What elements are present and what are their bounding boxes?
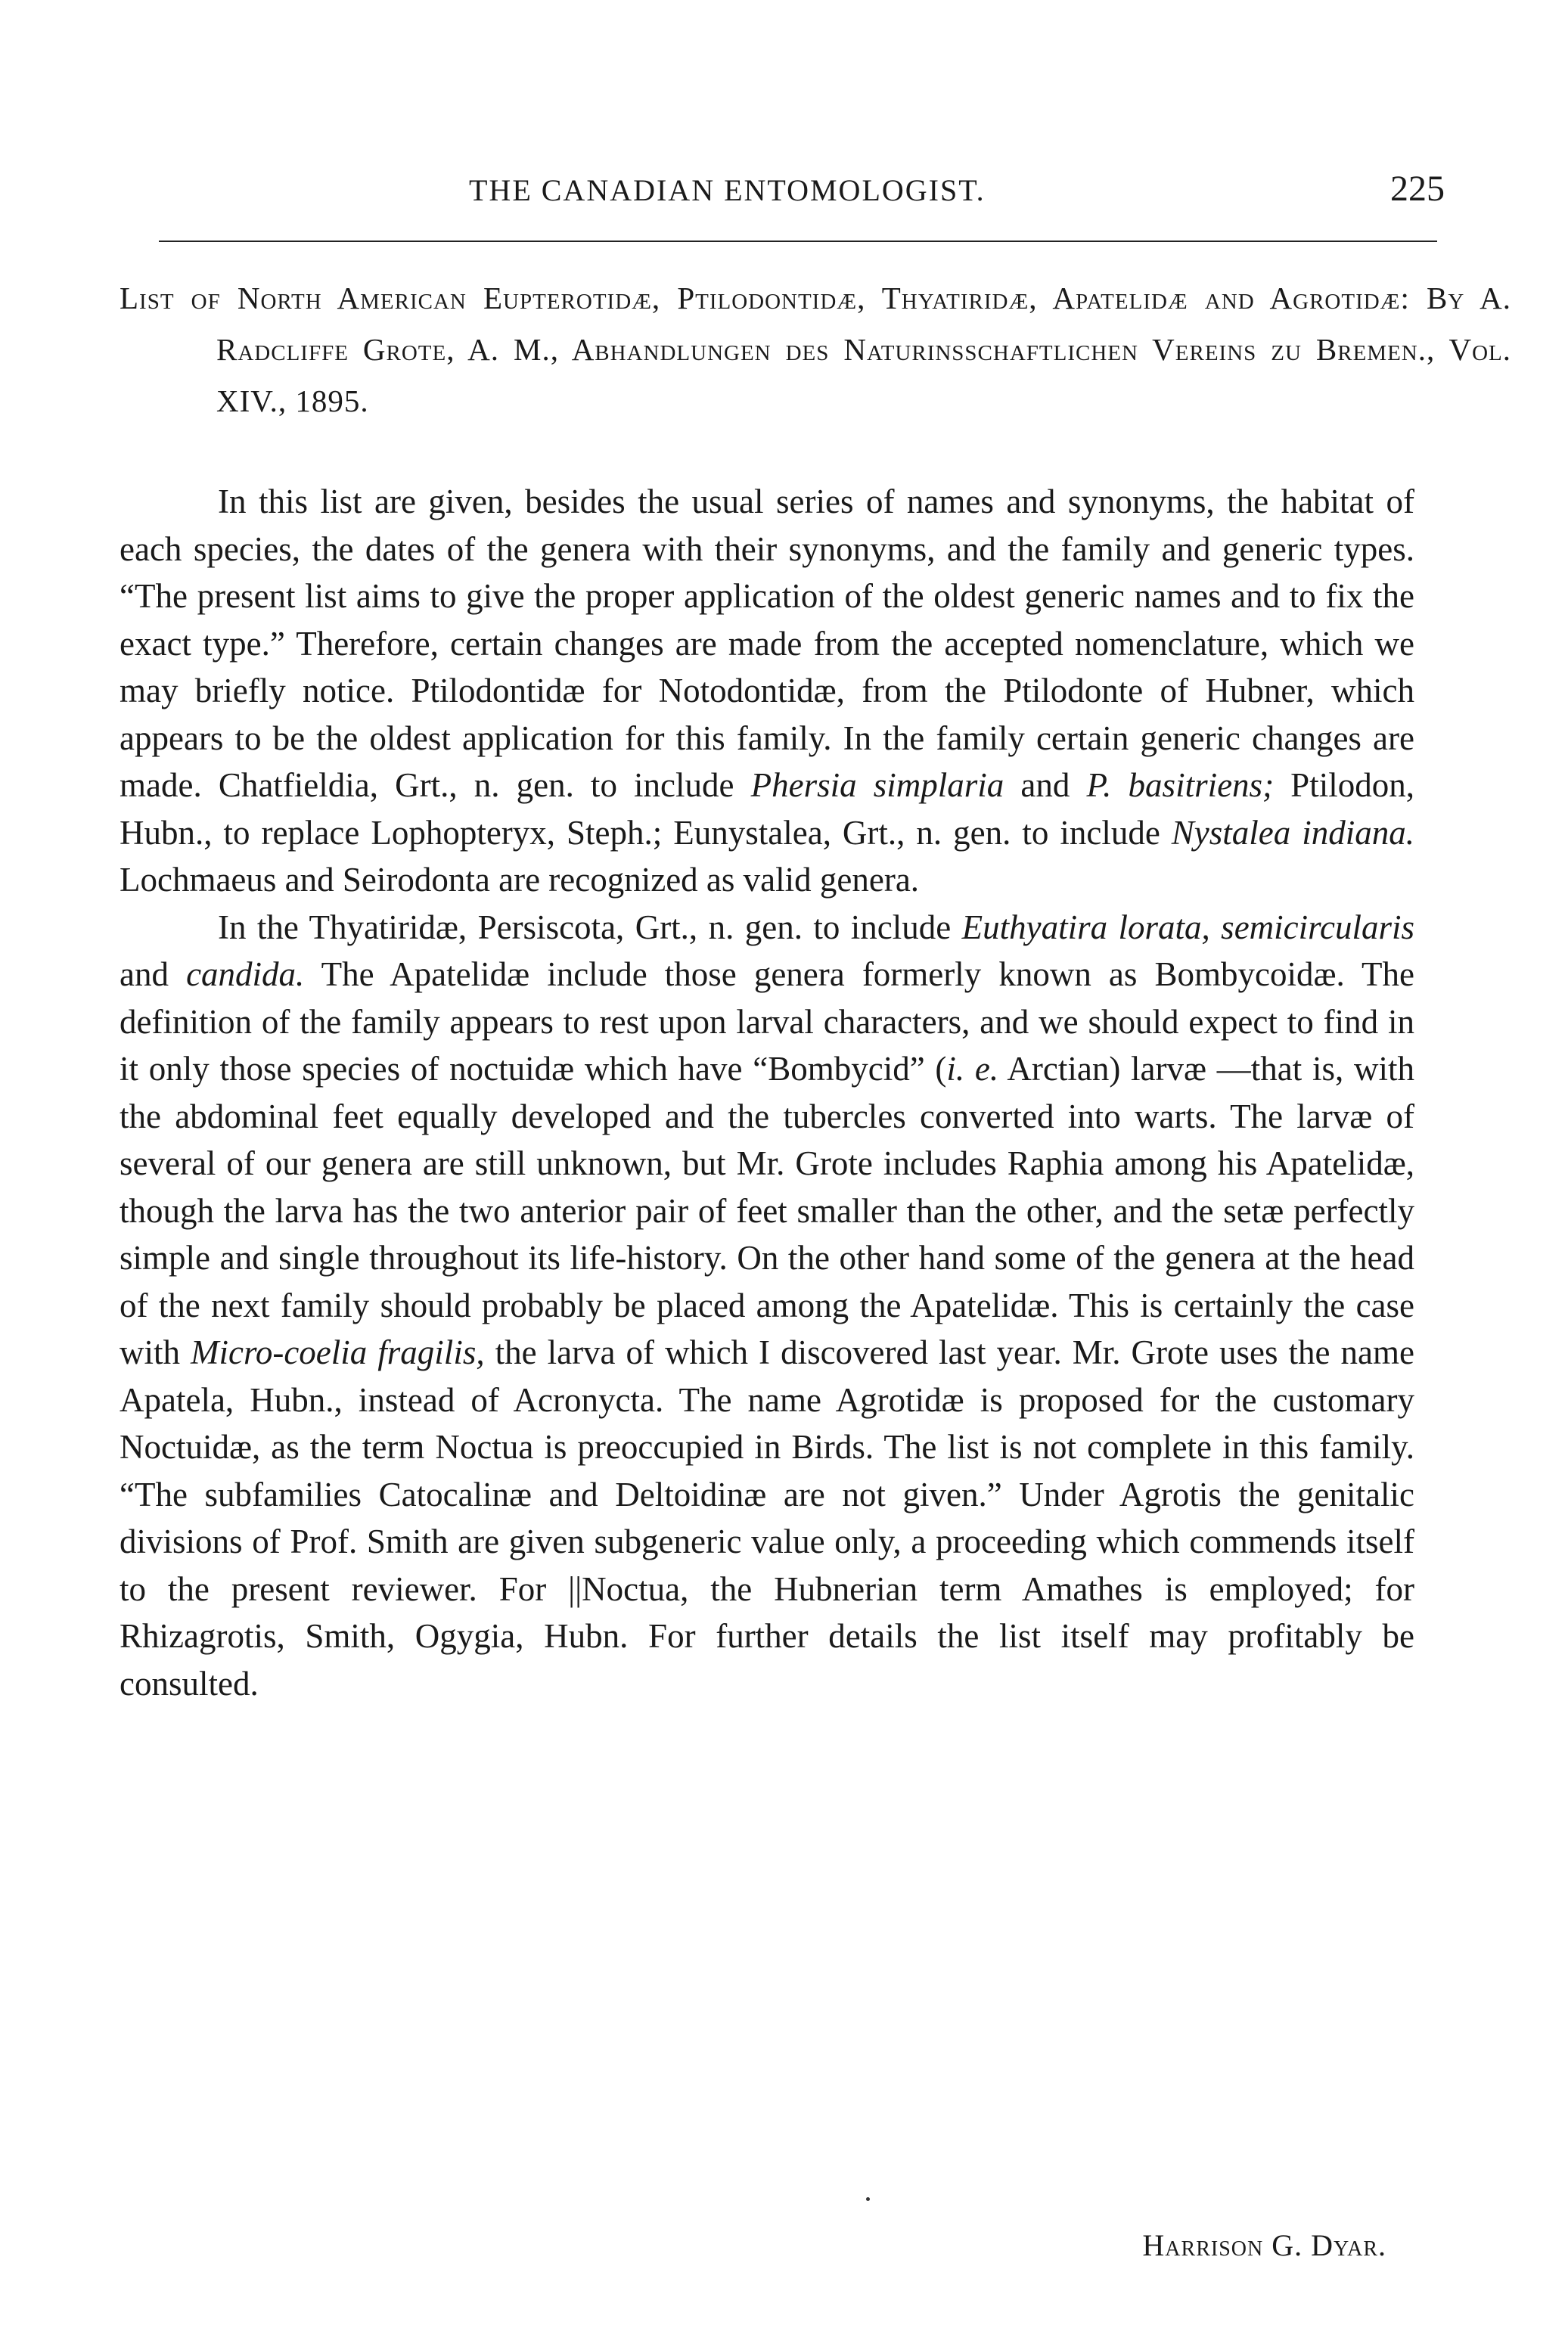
- text-run: In the Thyatiridæ, Persiscota, Grt., n. gen. to include: [218, 908, 962, 946]
- species-name: Micro-coelia fragilis,: [191, 1333, 485, 1371]
- text-run: and: [1004, 766, 1087, 804]
- text-run: Ptilodon, Hubn., to replace Lophopteryx, Steph.; Eunystalea, Grt., n. gen. to include: [120, 766, 1414, 852]
- page-number: 225: [1390, 169, 1445, 209]
- text-run: Arctian) larvæ —that is, with the abdominal feet equally developed and the tubercles converted into warts. The larvæ of several of our genera are still unknown, but Mr. Grote includes Raphia among his Apatelidæ, though the larva has the two anterior pair of feet smaller than the other, and the setæ perfectly simple and single throughout its life-history. On the other hand some of the genera at the head of the next family should probably be placed among the Apatelidæ. This is certainly the case with: [120, 1050, 1414, 1371]
- header-rule: [159, 241, 1437, 242]
- review-title: List of North American Eupterotidæ, Ptilodontidæ, Thyatiridæ, Apatelidæ and Agrotidæ: By A. Radcliffe Grote, A. M., Abhandlungen des Naturinsschaftlichen Vereins zu Bremen., Vol. XIV., 1895.: [120, 281, 1511, 418]
- author-signature: Harrison G. Dyar.: [1142, 2228, 1386, 2262]
- review-body: [120, 478, 1414, 1707]
- species-name: Phersia simplaria: [750, 766, 1004, 804]
- text-run: Lochmaeus and Seirodonta are recognized as valid genera.: [120, 861, 920, 899]
- text-run: the larva of which I discovered last year. Mr. Grote uses the name Apatela, Hubn., instead of Acronycta. The name Agrotidæ is proposed for the customary Noctuidæ, as the term Noctua is preoccupied in Birds. The list is not complete in this family. “The subfamilies Catocalinæ and Deltoidinæ are not given.” Under Agrotis the genitalic divisions of Prof. Smith are given subgeneric value only, a proceeding which commends itself to the present reviewer. For ||Noctua, the Hubnerian term Amathes is employed; for Rhizagrotis, Smith, Ogygia, Hubn. For further details the list itself may profitably be consulted.: [120, 1333, 1414, 1703]
- text-run: The Apatelidæ include those genera formerly known as Bombycoidæ. The definition of the family appears to rest upon larval characters, and we should expect to find in it only those species of noctuidæ which have “Bombycid” (: [120, 955, 1415, 1088]
- ornament-dot: [866, 2197, 870, 2201]
- page-header: [159, 169, 1445, 218]
- text-run: In this list are given, besides the usual series of names and synonyms, the habitat of each species, the dates of the genera with their synonyms, and the family and generic types. “The present list aims to give the proper application of the oldest generic names and to fix the exact type.” Therefore, certain changes are made from the accepted nomenclature, which we may briefly notice. Ptilodontidæ for Notodontidæ, from the Ptilodonte of Hubner, which appears to be the oldest application for this family. In the family certain generic changes are made. Chatfieldia, Grt., n. gen. to include: [120, 483, 1414, 804]
- species-name: Euthyatira lorata, semicircularis: [961, 908, 1414, 946]
- running-head: THE CANADIAN ENTOMOLOGIST.: [469, 173, 986, 207]
- paragraph-2: [120, 904, 1414, 1708]
- species-name: Nystalea indiana.: [1171, 813, 1415, 852]
- species-name: P. basitriens;: [1086, 766, 1275, 804]
- text-run: and: [120, 955, 187, 993]
- paragraph-1: [120, 478, 1414, 904]
- abbreviation: i. e.: [946, 1050, 999, 1088]
- species-name: candida.: [186, 955, 305, 993]
